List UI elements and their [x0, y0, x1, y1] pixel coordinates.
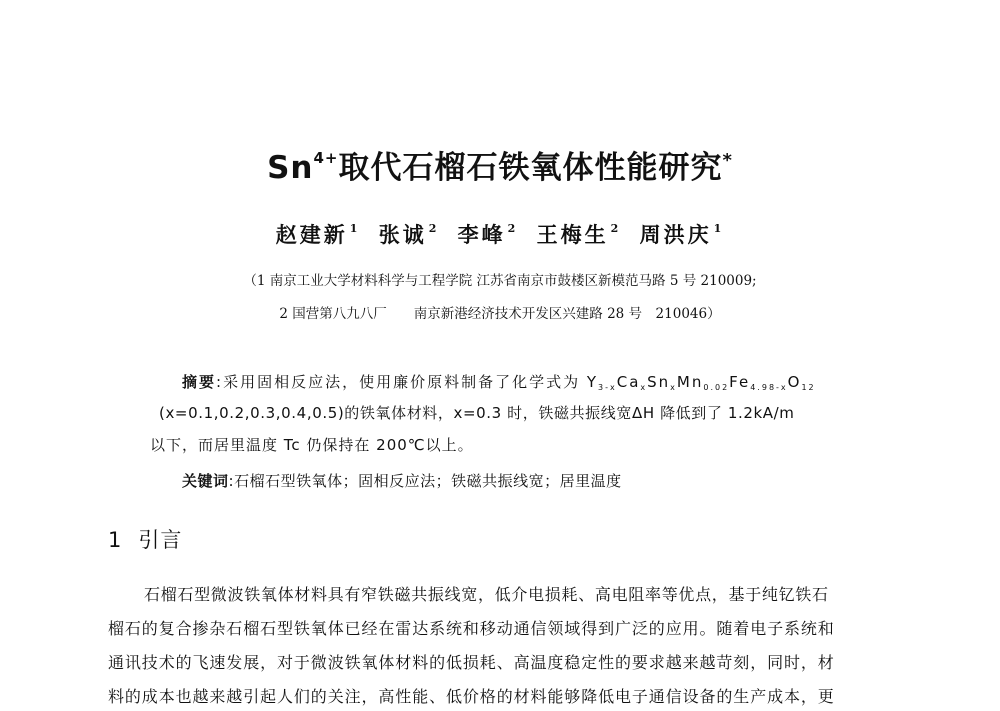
formula-element: Ca: [616, 373, 641, 391]
author: [379, 222, 440, 247]
formula-subscript: x: [670, 383, 677, 392]
author-name: 王梅生: [536, 222, 609, 247]
author-name: 赵建新: [275, 222, 348, 247]
abstract-text: :采用固相反应法，使用廉价原料制备了化学式为: [216, 373, 587, 391]
formula-subscript: 4.98-x: [750, 383, 788, 392]
body-line-1: 石榴石型微波铁氧体材料具有窄铁磁共振线宽，低介电损耗、高电阻率等优点，基于纯钇铁石: [144, 585, 829, 604]
formula-element: Fe: [729, 373, 751, 391]
formula-element: Sn: [647, 373, 671, 391]
author-affiliation-mark: 2: [507, 222, 519, 235]
paper-title: [0, 142, 1000, 187]
author: [640, 222, 725, 247]
author-name: 张诚: [378, 222, 427, 247]
formula-subscript: x: [640, 383, 648, 392]
author: [276, 222, 361, 247]
author-affiliation-mark: 2: [428, 222, 440, 235]
body-line-4: 料的成本也越来越引起人们的关注，高性能、低价格的材料能够降低电子通信设备的生产成本，更: [108, 687, 835, 706]
keywords: [182, 470, 622, 491]
affiliation-line-2: 2 国营第八九八厂 南京新港经济技术开发区兴建路 28 号 210046）: [279, 306, 721, 322]
formula-element: Mn: [676, 373, 704, 391]
author-list: [0, 219, 1000, 249]
author: [537, 222, 622, 247]
abstract-line-3: 以下，而居里温度 Tc 仍保持在 200℃以上。: [150, 436, 474, 454]
formula-element: O: [787, 373, 802, 391]
abstract-line-1: [182, 371, 816, 392]
affiliation-line-1: （1 南京工业大学材料科学与工程学院 江苏省南京市鼓楼区新模范马路 5 号 210009;: [243, 273, 757, 289]
author-affiliation-mark: 1: [713, 222, 725, 235]
body-line-2: 榴石的复合掺杂石榴石型铁氧体已经在雷达系统和移动通信领域得到广泛的应用。随着电子系统和: [108, 619, 835, 638]
formula-subscript: 0.02: [703, 383, 730, 392]
author: [458, 222, 519, 247]
abstract-label: 摘要: [182, 373, 217, 391]
title-main: 取代石榴石铁氧体性能研究: [338, 150, 723, 186]
title-footnote-mark: *: [722, 150, 733, 171]
author-affiliation-mark: 1: [349, 222, 361, 235]
keywords-label: 关键词: [182, 472, 229, 490]
author-name: 周洪庆: [639, 222, 712, 247]
abstract-line-2: (x=0.1,0.2,0.3,0.4,0.5)的铁氧体材料，x=0.3 时，铁磁共振线宽ΔH 降低到了 1.2kA/m: [159, 404, 795, 422]
author-name: 李峰: [457, 222, 506, 247]
title-prefix: Sn: [267, 150, 314, 186]
formula-subscript: 3-x: [598, 383, 617, 392]
title-superscript: 4+: [313, 149, 339, 167]
chemical-formula: [587, 373, 816, 391]
formula-subscript: 12: [801, 383, 816, 392]
keywords-text: :石榴石型铁氧体；固相反应法；铁磁共振线宽；居里温度: [228, 472, 622, 490]
author-affiliation-mark: 2: [610, 222, 622, 235]
formula-element: Y: [586, 373, 599, 391]
section-heading: [108, 524, 182, 554]
body-line-3: 通讯技术的飞速发展，对于微波铁氧体材料的低损耗、高温度稳定性的要求越来越苛刻，同时，材: [108, 653, 835, 672]
section-title: 引言: [138, 528, 183, 552]
section-number: 1: [108, 528, 123, 552]
